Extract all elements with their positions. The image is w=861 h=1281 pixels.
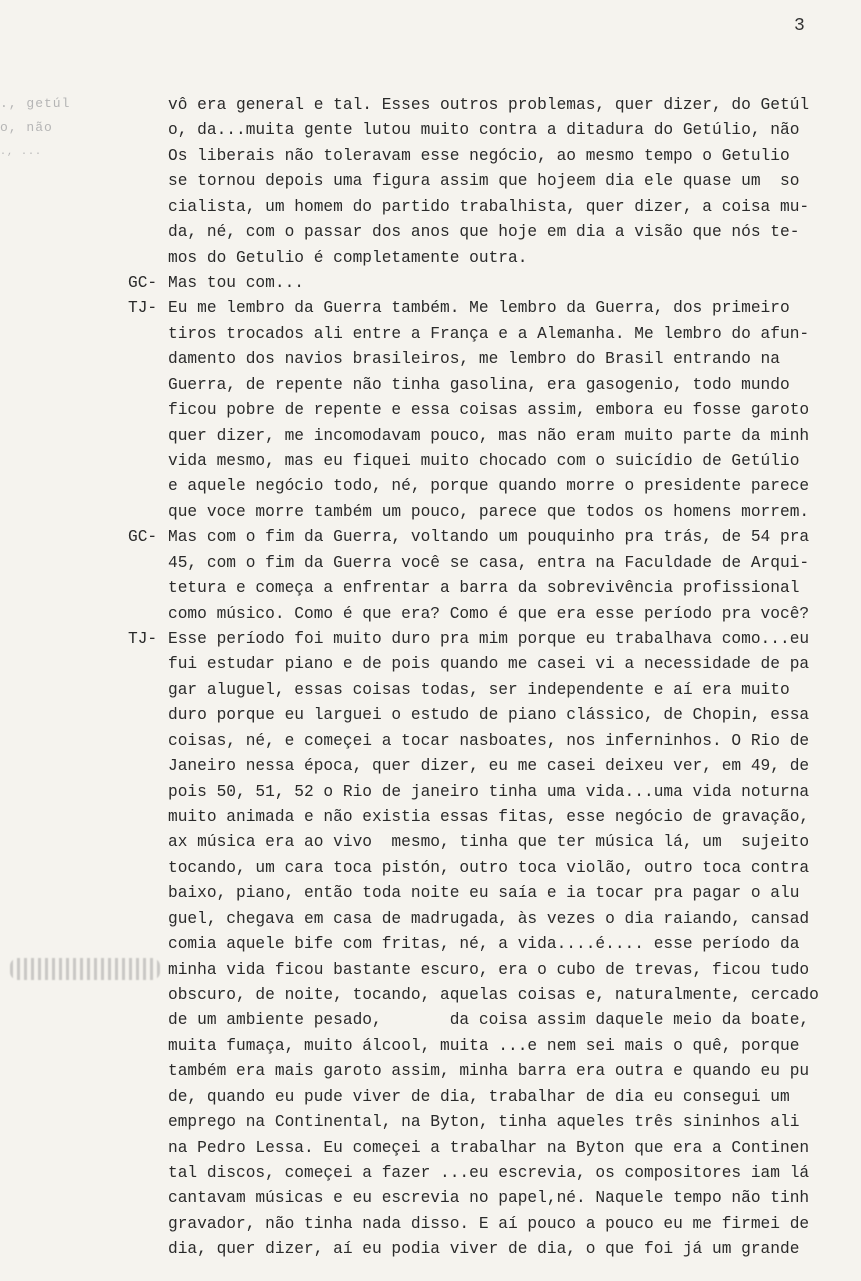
line-text: obscuro, de noite, tocando, aquelas coisas e, naturalmente, cercado <box>168 986 819 1005</box>
line-text: tetura e começa a enfrentar a barra da sobrevivência profissional <box>168 579 800 598</box>
line-text: duro porque eu larguei o estudo de piano clássico, de Chopin, essa <box>168 706 810 725</box>
transcript-line <box>0 932 861 957</box>
line-text: Os liberais não toleravam esse negócio, ao mesmo tempo o Getulio <box>168 146 790 165</box>
line-text: emprego na Continental, na Byton, tinha aqueles três sininhos ali <box>168 1113 800 1132</box>
line-text: minha vida ficou bastante escuro, era o cubo de trevas, ficou tudo <box>168 960 810 979</box>
line-text: tal discos, começei a fazer ...eu escrevia, os compositores iam lá <box>168 1164 810 1183</box>
line-text: guel, chegava em casa de madrugada, às vezes o dia raiando, cansad <box>168 909 810 928</box>
transcript-line <box>0 347 861 372</box>
transcript-line <box>0 1085 861 1110</box>
transcript-line <box>0 220 861 245</box>
page-number: 3 <box>794 16 805 36</box>
line-text: Guerra, de repente não tinha gasolina, era gasogenio, todo mundo <box>168 375 790 394</box>
line-text: também era mais garoto assim, minha barra era outra e quando eu pu <box>168 1062 810 1081</box>
margin-note: ., getúl <box>0 96 71 111</box>
transcript-line <box>0 322 861 347</box>
transcript-line <box>0 652 861 677</box>
speaker-label: GC- <box>128 274 158 292</box>
line-text: e aquele negócio todo, né, porque quando morre o presidente parece <box>168 477 810 496</box>
transcript-line <box>0 627 861 652</box>
transcript-line <box>0 754 861 779</box>
transcript-line <box>0 93 861 118</box>
transcript-line <box>0 373 861 398</box>
line-text: de, quando eu pude viver de dia, trabalhar de dia eu consegui um <box>168 1087 790 1106</box>
line-text: mos do Getulio é completamente outra. <box>168 248 528 267</box>
line-text: muito animada e não existia essas fitas, esse negócio de gravação, <box>168 808 810 827</box>
line-text: o, da...muita gente lutou muito contra a ditadura do Getúlio, não <box>168 121 800 140</box>
line-text: ficou pobre de repente e essa coisas assim, embora eu fosse garoto <box>168 401 810 420</box>
transcript-line <box>0 1034 861 1059</box>
transcript-line <box>0 780 861 805</box>
transcript-line <box>0 602 861 627</box>
transcript-line <box>0 525 861 550</box>
transcript-line <box>0 703 861 728</box>
transcript-line <box>0 449 861 474</box>
line-text: tocando, um cara toca pistón, outro toca violão, outro toca contra <box>168 858 810 877</box>
line-text: Janeiro nessa época, quer dizer, eu me casei deixeu ver, em 49, de <box>168 757 810 776</box>
transcript-line <box>0 1237 861 1262</box>
transcript-line <box>0 424 861 449</box>
line-text: Esse período foi muito duro pra mim porque eu trabalhava como...eu <box>168 630 810 649</box>
transcript-line <box>0 1186 861 1211</box>
line-text: baixo, piano, então toda noite eu saía e ia tocar pra pagar o alu <box>168 884 800 903</box>
speaker-label: TJ- <box>128 630 158 649</box>
transcript-line <box>0 296 861 321</box>
line-text: cialista, um homem do partido trabalhista, quer dizer, a coisa mu- <box>168 197 810 216</box>
transcript-line <box>0 881 861 906</box>
transcript-line <box>0 1161 861 1186</box>
transcript-line <box>0 805 861 830</box>
line-text: de um ambiente pesado, da coisa assim daquele meio da boate, <box>168 1011 810 1030</box>
line-text: 45, com o fim da Guerra você se casa, entra na Faculdade de Arqui- <box>168 553 810 572</box>
line-text: quer dizer, me incomodavam pouco, mas não eram muito parte da minh <box>168 426 810 445</box>
margin-note: o, não <box>0 120 53 135</box>
transcript-line <box>0 500 861 525</box>
line-text: damento dos navios brasileiros, me lembro do Brasil entrando na <box>168 350 780 369</box>
line-text: ax música era ao vivo mesmo, tinha que ter música lá, um sujeito <box>168 833 810 852</box>
line-text: que voce morre também um pouco, parece que todos os homens morrem. <box>168 502 810 521</box>
transcript-line <box>0 907 861 932</box>
margin-note: ., ... <box>0 147 43 158</box>
transcript-line <box>0 246 861 271</box>
transcript-line <box>0 1136 861 1161</box>
transcript-line <box>0 169 861 194</box>
transcript-line <box>0 1008 861 1033</box>
line-text: Mas tou com... <box>168 274 304 292</box>
speaker-label: GC- <box>128 528 158 547</box>
line-text: da, né, com o passar dos anos que hoje em dia a visão que nós te- <box>168 223 800 242</box>
transcript-line <box>0 856 861 881</box>
transcript-line <box>0 576 861 601</box>
transcript-line <box>0 551 861 576</box>
transcript-line <box>0 118 861 143</box>
line-text: fui estudar piano e de pois quando me casei vi a necessidade de pa <box>168 655 810 674</box>
line-text: dia, quer dizer, aí eu podia viver de dia, o que foi já um grande <box>168 1240 800 1259</box>
line-text: cantavam músicas e eu escrevia no papel,né. Naquele tempo não tinh <box>168 1189 810 1208</box>
transcript-line <box>0 144 861 169</box>
transcript-line <box>0 1110 861 1135</box>
line-text: vô era general e tal. Esses outros problemas, quer dizer, do Getúl <box>168 96 810 114</box>
line-text: Mas com o fim da Guerra, voltando um pouquinho pra trás, de 54 pra <box>168 528 810 547</box>
line-text: pois 50, 51, 52 o Rio de janeiro tinha uma vida...uma vida noturna <box>168 782 810 801</box>
line-text: muita fumaça, muito álcool, muita ...e nem sei mais o quê, porque <box>168 1036 800 1055</box>
transcript-line <box>0 271 861 296</box>
transcript-line <box>0 195 861 220</box>
speaker-label: TJ- <box>128 299 158 318</box>
line-text: na Pedro Lessa. Eu começei a trabalhar na Byton que era a Continen <box>168 1138 810 1157</box>
transcript-line <box>0 1059 861 1084</box>
line-text: coisas, né, e começei a tocar nasboates, nos inferninhos. O Rio de <box>168 731 810 750</box>
line-text: gravador, não tinha nada disso. E aí pouco a pouco eu me firmei de <box>168 1214 810 1233</box>
line-text: como músico. Como é que era? Como é que era esse período pra você? <box>168 604 810 623</box>
transcript-line <box>0 474 861 499</box>
transcript-line <box>0 983 861 1008</box>
line-text: se tornou depois uma figura assim que hojeem dia ele quase um so <box>168 172 800 191</box>
transcript-line <box>0 729 861 754</box>
transcript-line <box>0 958 861 983</box>
line-text: tiros trocados ali entre a França e a Alemanha. Me lembro do afun- <box>168 324 810 343</box>
transcript-line <box>0 830 861 855</box>
line-text: vida mesmo, mas eu fiquei muito chocado com o suicídio de Getúlio <box>168 452 800 471</box>
line-text: gar aluguel, essas coisas todas, ser independente e aí era muito <box>168 680 790 699</box>
transcript-line <box>0 678 861 703</box>
line-text: comia aquele bife com fritas, né, a vida....é.... esse período da <box>168 935 800 954</box>
line-text: Eu me lembro da Guerra também. Me lembro da Guerra, dos primeiro <box>168 299 790 318</box>
transcript-line <box>0 1212 861 1237</box>
transcript-line <box>0 398 861 423</box>
